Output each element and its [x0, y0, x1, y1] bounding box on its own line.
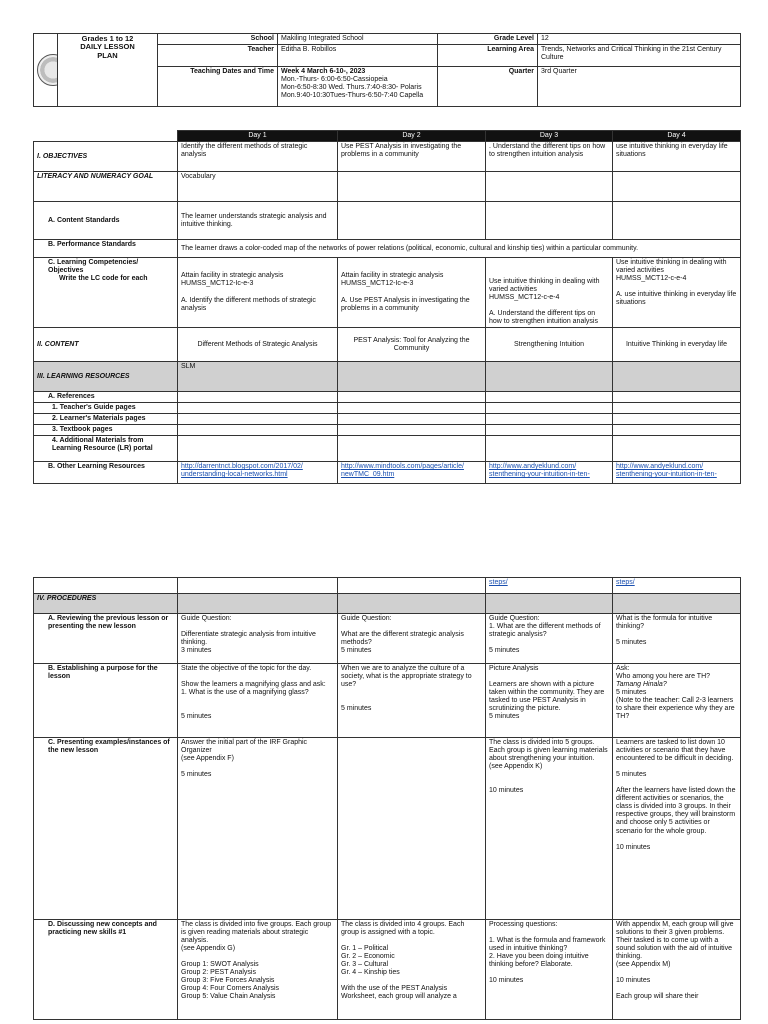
reviewing-day-1: Guide Question: Differentiate strategic analysis from intuitive thinking. 3 minutes: [178, 614, 338, 664]
reviewing-day-2: Guide Question: What are the different strategic analysis methods? 5 minutes: [338, 614, 486, 664]
reviewing-lesson-label: A. Reviewing the previous lesson or presenting the new lesson: [34, 614, 178, 664]
textbook-pages-label: 3. Textbook pages: [34, 425, 178, 436]
dates-week: Week 4 March 6-10-, 2023: [281, 68, 366, 76]
day-1-header: Day 1: [178, 131, 338, 142]
discussing-concepts-label: D. Discussing new concepts and practicing new skills #1: [34, 920, 178, 1020]
other-resources-link-day-4[interactable]: http://www.andyeklund.com/ stenthening-your-intuition-in-ten-: [613, 462, 741, 484]
content-day-4: Intuitive Thinking in everyday life: [613, 328, 741, 362]
content-label: II. CONTENT: [34, 328, 178, 362]
header-table: [33, 33, 741, 107]
other-resources-label: B. Other Learning Resources: [34, 462, 178, 484]
deped-logo-cell: [34, 34, 58, 107]
other-resources-link-day-1[interactable]: http://darrentnct.blogspot.com/2017/02/ understanding-local-networks.html: [178, 462, 338, 484]
presenting-examples-label: C. Presenting examples/instances of the new lesson: [34, 738, 178, 920]
discussing-day-3: Processing questions: 1. What is the formula and framework used in intuitive thinking? 2. Have you been doing intuitive thinking before? Elaborate. 10 minutes: [486, 920, 613, 1020]
literacy-label: LITERACY AND NUMERACY GOAL: [34, 172, 178, 202]
title-line-2: DAILY LESSON: [80, 42, 135, 52]
content-day-2: PEST Analysis: Tool for Analyzing the Community: [338, 328, 486, 362]
discussing-day-1: The class is divided into five groups. Each group is given reading materials about strategic analysis. (see Appendix G) Group 1: SWOT Analysis Group 2: PEST Analysis Group 3: Five Forces Analysis Group 4: Four Corners Analysis Group 5: Value Chain Analysis: [178, 920, 338, 1020]
dates-schedule-1: Mon.-Thurs- 6:00-6:50-Cassiopeia: [281, 76, 388, 84]
grade-level-label: Grade Level: [438, 34, 538, 45]
teacher-label: Teacher: [158, 45, 278, 67]
presenting-day-3: The class is divided into 5 groups. Each group is given learning materials about strengthening your intuition. (see Appendix K) 10 minutes: [486, 738, 613, 920]
purpose-day-1: State the objective of the topic for the day. Show the learners a magnifying glass and ask: 1. What is the use of a magnifying glass? 5 minutes: [178, 664, 338, 738]
school-label: School: [158, 34, 278, 45]
presenting-day-4: Learners are tasked to list down 10 activities or scenario that they have encountered to be difficult in deciding. 5 minutes After the learners have listed down the different activities or scenarios, the class is divided into 3 groups. In their respective groups, they will brainstorm and choose only 5 activities or scenario for the whole group. 10 minutes: [613, 738, 741, 920]
discussing-day-2: The class is divided into 4 groups. Each group is assigned with a topic. Gr. 1 – Political Gr. 2 – Economic Gr. 3 – Cultural Gr. 4 – Kinship ties With the use of the PEST Analysis Worksheet, each group will analyze a: [338, 920, 486, 1020]
day-2-header: Day 2: [338, 131, 486, 142]
reviewing-day-4: What is the formula for intuitive thinking? 5 minutes: [613, 614, 741, 664]
competencies-day-4: Use intuitive thinking in dealing with varied activities HUMSS_MCT12-c-e-4 A. use intuitive thinking in everyday life situations: [613, 258, 741, 328]
quarter-value: 3rd Quarter: [538, 67, 741, 107]
objectives-day-3: . Understand the different tips on how to strengthen intuition analysis: [486, 142, 613, 172]
references-label: A. References: [34, 392, 178, 403]
competencies-day-2: Attain facility in strategic analysis HUMSS_MCT12-Ic-e-3 A. Use PEST Analysis in investigating the problems in a community: [338, 258, 486, 328]
objectives-day-2: Use PEST Analysis in investigating the problems in a community: [338, 142, 486, 172]
purpose-day-2: When we are to analyze the culture of a society, what is the appropriate strategy to use? 5 minutes: [338, 664, 486, 738]
additional-materials-label: 4. Additional Materials from Learning Resource (LR) portal: [34, 436, 178, 462]
dates-schedule-2: Mon-6:50-8:30 Wed. Thurs.7:40-8:30- Polaris: [281, 84, 422, 92]
purpose-day-4-note: 5 minutes (Note to the teacher: Call 2-3 learners to share their experience why they are TH?: [616, 689, 735, 721]
procedures-table: [33, 577, 741, 1020]
learners-materials-label: 2. Learner's Materials pages: [34, 414, 178, 425]
dates-value: [278, 67, 438, 107]
content-day-3: Strengthening Intuition: [486, 328, 613, 362]
purpose-day-3: Picture Analysis Learners are shown with a picture taken within the community. They are tasked to use PEST Analysis in scrutinizing the picture. 5 minutes: [486, 664, 613, 738]
competencies-label: [34, 258, 178, 328]
content-standards-label: A. Content Standards: [34, 202, 178, 240]
discussing-day-4: With appendix M, each group will give solutions to their 3 given problems. Their tasked is to come up with a sound solution with the aid of intuitive thinking. (see Appendix M) 10 minutes Each group will share their: [613, 920, 741, 1020]
lesson-plan-table: [33, 130, 741, 484]
purpose-day-4-ask: Ask: Who among you here are TH?: [616, 665, 711, 681]
dlp-title: [58, 34, 158, 107]
purpose-label: B. Establishing a purpose for the lesson: [34, 664, 178, 738]
resources-label: III. LEARNING RESOURCES: [34, 362, 178, 392]
teacher-value: Editha B. Robillos: [278, 45, 438, 67]
day-4-header: Day 4: [613, 131, 741, 142]
objectives-day-1: Identify the different methods of strategic analysis: [178, 142, 338, 172]
presenting-day-1: Answer the initial part of the IRF Graphic Organizer (see Appendix F) 5 minutes: [178, 738, 338, 920]
performance-standards-label: B. Performance Standards: [34, 240, 178, 258]
title-line-3: PLAN: [97, 50, 118, 60]
teachers-guide-label: 1. Teacher's Guide pages: [34, 403, 178, 414]
procedures-label: IV. PROCEDURES: [34, 594, 178, 614]
content-day-1: Different Methods of Strategic Analysis: [178, 328, 338, 362]
purpose-day-4-tamang-hinala: Tamang Hinala?: [616, 681, 667, 689]
steps-link-day-3[interactable]: steps/: [486, 578, 613, 594]
resources-day-1: SLM: [178, 362, 338, 392]
performance-standards-text: The learner draws a color-coded map of the networks of power relations (political, economic, cultural and kinship ties) within a particular community.: [178, 240, 741, 258]
school-value: Makiling Integrated School: [278, 34, 438, 45]
dates-schedule-3: Mon.9:40-10:30Tues-Thurs-6:50-7:40 Capella: [281, 92, 424, 100]
deped-seal-icon: [37, 54, 58, 86]
purpose-day-4: [613, 664, 741, 738]
dates-label: Teaching Dates and Time: [158, 67, 278, 107]
competencies-label-line-1: C. Learning Competencies/ Objectives: [48, 259, 139, 275]
competencies-label-line-2: Write the LC code for each: [59, 275, 148, 283]
literacy-day-1: Vocabulary: [178, 172, 338, 202]
other-resources-link-day-2[interactable]: http://www.mindtools.com/pages/article/ newTMC_09.htm: [338, 462, 486, 484]
steps-link-day-4[interactable]: steps/: [613, 578, 741, 594]
title-line-1: Grades 1 to 12: [81, 34, 134, 43]
grade-level-value: 12: [538, 34, 741, 45]
learning-area-label: Learning Area: [438, 45, 538, 67]
competencies-day-3: Use intuitive thinking in dealing with varied activities HUMSS_MCT12-c-e-4 A. Understand the different tips on how to strengthen intuition analysis: [486, 258, 613, 328]
day-3-header: Day 3: [486, 131, 613, 142]
quarter-label: Quarter: [438, 67, 538, 107]
other-resources-link-day-3[interactable]: http://www.andyeklund.com/ stenthening-your-intuition-in-ten-: [486, 462, 613, 484]
competencies-day-1: Attain facility in strategic analysis HUMSS_MCT12-Ic-e-3 A. Identify the different methods of strategic analysis: [178, 258, 338, 328]
learning-area-value: Trends, Networks and Critical Thinking in the 21st Century Culture: [538, 45, 741, 67]
content-standards-day-1: The learner understands strategic analysis and intuitive thinking.: [178, 202, 338, 240]
objectives-label: I. OBJECTIVES: [34, 142, 178, 172]
reviewing-day-3: Guide Question: 1. What are the different methods of strategic analysis? 5 minutes: [486, 614, 613, 664]
objectives-day-4: use intuitive thinking in everyday life situations: [613, 142, 741, 172]
